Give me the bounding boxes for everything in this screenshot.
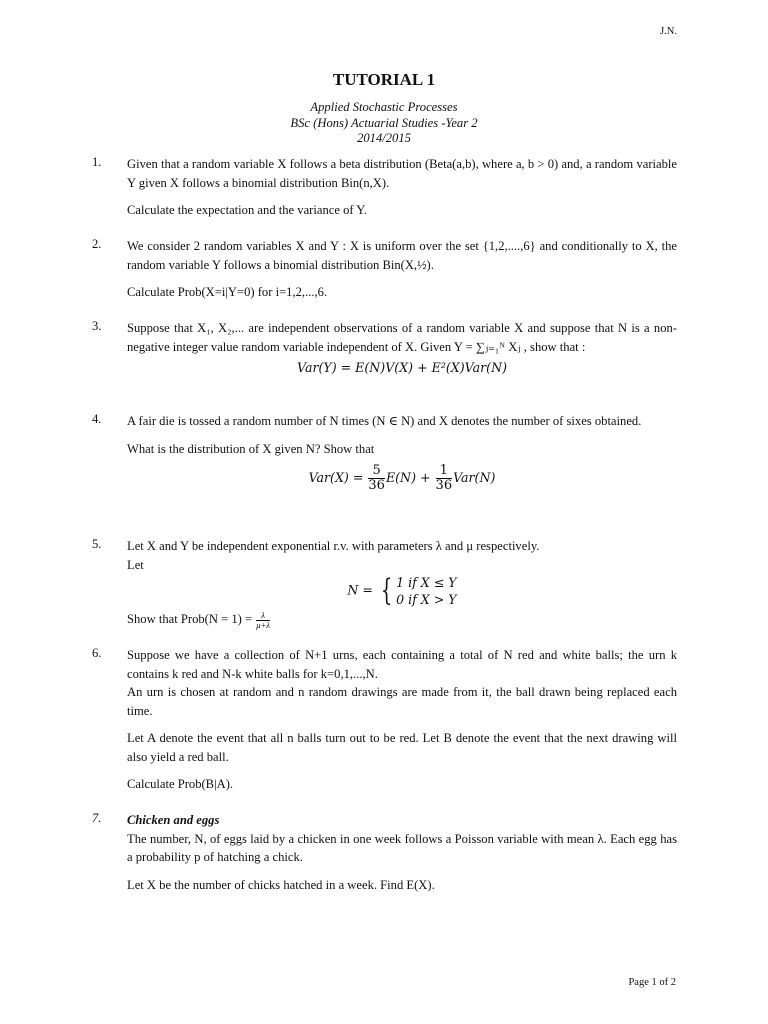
fraction-lambda-over-sum bbox=[256, 611, 270, 630]
question-task: What is the distribution of X given N? Show that bbox=[127, 441, 375, 456]
author-initials: J.N. bbox=[660, 26, 677, 37]
question-6 bbox=[92, 646, 677, 794]
page-title: TUTORIAL 1 bbox=[332, 70, 436, 89]
question-text: Given that a random variable X follows a beta distribution (Beta(a,b), where a, b > 0) and, a random variable Y given X follows a binomial distribution Bin(n,X). bbox=[127, 157, 677, 190]
question-task: Calculate Prob(B|A). bbox=[127, 777, 234, 791]
question-5 bbox=[92, 537, 677, 630]
question-1 bbox=[92, 155, 677, 220]
fraction-numerator: 5 bbox=[368, 464, 385, 479]
question-2 bbox=[92, 237, 677, 302]
fraction-denominator: 36 bbox=[435, 478, 453, 493]
question-text: Suppose that X₁, X₂,... are independent observations of a random variable X and suppose that N is a non-negative integer value random variable independent of X. Given Y = ∑ⱼ₌₁ᴺ Xⱼ , show that : bbox=[127, 321, 677, 354]
question-number: 3. bbox=[92, 319, 102, 333]
equation-indicator-n bbox=[127, 574, 677, 608]
fraction-5-36 bbox=[368, 464, 385, 493]
question-text: We consider 2 random variables X and Y : X is uniform over the set {1,2,....,6} and conditionally to X, the random variable Y follows a binomial distribution Bin(X,½). bbox=[127, 239, 677, 272]
fraction-numerator: λ bbox=[256, 611, 270, 621]
left-brace: { bbox=[380, 573, 393, 608]
question-number: 1. bbox=[92, 155, 102, 169]
fraction-numerator: 1 bbox=[436, 464, 453, 479]
task-text: Show that Prob(N = 1) = bbox=[127, 612, 256, 626]
fraction-denominator: μ+λ bbox=[256, 619, 270, 630]
question-number: 4. bbox=[92, 412, 102, 426]
subtitle-year: 2014/2015 bbox=[357, 131, 411, 145]
document-header bbox=[0, 70, 768, 147]
question-text-2: An urn is chosen at random and n random drawings are made from it, the ball drawn being replaced each time. bbox=[127, 685, 677, 718]
question-text: Let X and Y be independent exponential r.v. with parameters λ and μ respectively. bbox=[127, 539, 540, 553]
question-task: Calculate Prob(X=i|Y=0) for i=1,2,...,6. bbox=[127, 285, 328, 299]
question-7 bbox=[92, 811, 677, 894]
page-number: Page 1 of 2 bbox=[628, 977, 676, 988]
fraction-denominator: 36 bbox=[368, 478, 385, 493]
subtitle-course: Applied Stochastic Processes bbox=[310, 100, 458, 114]
question-text: Suppose we have a collection of N+1 urns, each containing a total of N red and white balls; the urn k contains k red and N-k white balls for k=0,1,...,N. bbox=[127, 648, 677, 681]
subtitle-program: BSc (Hons) Actuarial Studies -Year 2 bbox=[290, 115, 478, 130]
question-text-3: Let A denote the event that all n balls turn out to be red. Let B denote the event that the next drawing will also yield a red ball. bbox=[127, 731, 677, 764]
question-number: 7. bbox=[92, 811, 102, 825]
case-2: 0 if X > Y bbox=[396, 592, 457, 607]
question-number: 2. bbox=[92, 237, 102, 251]
question-number: 6. bbox=[92, 646, 102, 660]
fraction-1-36 bbox=[436, 464, 453, 493]
question-task: Let X be the number of chicks hatched in a week. Find E(X). bbox=[127, 877, 435, 892]
equation-rhs: Var(N) bbox=[453, 470, 496, 485]
question-let: Let bbox=[127, 557, 144, 572]
equation-lhs: Var(X) = bbox=[308, 470, 368, 485]
equation-variance-y: Var(Y) = E(N)V(X) + E²(X)Var(N) bbox=[297, 360, 507, 375]
question-3 bbox=[92, 319, 677, 378]
question-4 bbox=[92, 412, 677, 493]
equation-variance-x bbox=[127, 464, 677, 493]
question-text: The number, N, of eggs laid by a chicken in one week follows a Poisson variable with mean λ. Each egg has a probability p of hatching a chick. bbox=[127, 831, 677, 864]
question-task bbox=[127, 610, 677, 630]
equation-mid: E(N) + bbox=[385, 470, 435, 485]
question-task: Calculate the expectation and the variance of Y. bbox=[127, 203, 367, 217]
question-number: 5. bbox=[92, 537, 102, 551]
case-1: 1 if X ≤ Y bbox=[396, 575, 457, 590]
question-heading: Chicken and eggs bbox=[127, 813, 220, 827]
piecewise-cases bbox=[396, 574, 457, 608]
equation-lhs: N = bbox=[347, 582, 377, 598]
question-text: A fair die is tossed a random number of N times (N ∈ N) and X denotes the number of sixes obtained. bbox=[127, 414, 642, 428]
